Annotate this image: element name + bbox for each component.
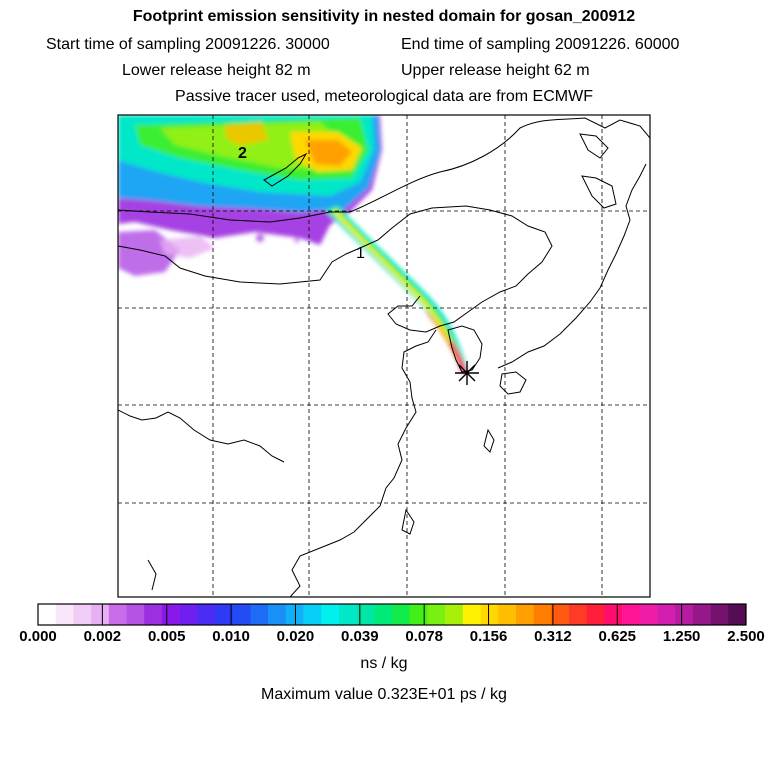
colorbar-swatch (640, 604, 658, 625)
trajectory-label-2: 2 (238, 145, 247, 162)
colorbar-tick-label: 1.250 (662, 628, 701, 645)
colorbar-swatch (197, 604, 215, 625)
colorbar-swatch (445, 604, 463, 625)
colorbar-swatch (127, 604, 145, 625)
colorbar-swatch (498, 604, 516, 625)
colorbar-swatch (658, 604, 676, 625)
colorbar-units: ns / kg (360, 655, 408, 672)
colorbar-swatch (622, 604, 640, 625)
colorbar-tick-label: 0.010 (212, 628, 250, 645)
colorbar-swatch (675, 604, 693, 625)
colorbar-swatch (569, 604, 587, 625)
trajectory-label-1: 1 (356, 245, 365, 262)
colorbar-swatch (109, 604, 127, 625)
colorbar-swatch (551, 604, 569, 625)
colorbar-tick-label: 0.156 (469, 628, 508, 645)
colorbar-swatch (392, 604, 410, 625)
colorbar-tick-label: 0.039 (341, 628, 379, 645)
colorbar (38, 604, 746, 625)
colorbar-tick-label: 0.000 (19, 628, 57, 645)
colorbar-swatch (693, 604, 711, 625)
colorbar-swatch (374, 604, 392, 625)
colorbar-swatch (516, 604, 534, 625)
maximum-value: Maximum value 0.323E+01 ps / kg (261, 686, 507, 703)
colorbar-tick-label: 0.005 (147, 628, 186, 645)
colorbar-swatch (321, 604, 339, 625)
end-time-label: End time of sampling 20091226. 60000 (401, 36, 680, 53)
colorbar-swatch (711, 604, 729, 625)
colorbar-swatch (728, 604, 746, 625)
colorbar-swatch (233, 604, 251, 625)
colorbar-swatch (427, 604, 445, 625)
colorbar-swatch (250, 604, 268, 625)
colorbar-swatch (304, 604, 322, 625)
plot-title: Footprint emission sensitivity in nested domain for gosan_200912 (132, 8, 636, 25)
colorbar-swatch (144, 604, 162, 625)
colorbar-swatch (215, 604, 233, 625)
footprint-field (118, 115, 468, 374)
colorbar-tick-label: 0.625 (598, 628, 637, 645)
colorbar-swatch (268, 604, 286, 625)
colorbar-swatch (38, 604, 56, 625)
colorbar-swatch (56, 604, 74, 625)
upper-release-height-label: Upper release height 62 m (401, 62, 590, 79)
colorbar-swatch (481, 604, 499, 625)
colorbar-swatch (180, 604, 198, 625)
colorbar-swatch (162, 604, 180, 625)
colorbar-tick-label: 2.500 (727, 628, 765, 645)
start-time-label: Start time of sampling 20091226. 30000 (46, 36, 330, 53)
colorbar-swatch (286, 604, 304, 625)
colorbar-tick-label: 0.312 (534, 628, 572, 645)
colorbar-tick-label: 0.020 (276, 628, 315, 645)
tracer-note: Passive tracer used, meteorological data are from ECMWF (175, 88, 593, 105)
colorbar-swatch (604, 604, 622, 625)
colorbar-swatch (91, 604, 109, 625)
colorbar-swatch (339, 604, 357, 625)
colorbar-swatch (463, 604, 481, 625)
colorbar-tick-label: 0.078 (405, 628, 443, 645)
colorbar-swatch (73, 604, 91, 625)
lower-release-height-label: Lower release height 82 m (122, 62, 311, 79)
colorbar-swatch (587, 604, 605, 625)
colorbar-tick-label: 0.002 (83, 628, 122, 645)
colorbar-swatch (410, 604, 428, 625)
colorbar-swatch (357, 604, 375, 625)
colorbar-swatch (534, 604, 552, 625)
